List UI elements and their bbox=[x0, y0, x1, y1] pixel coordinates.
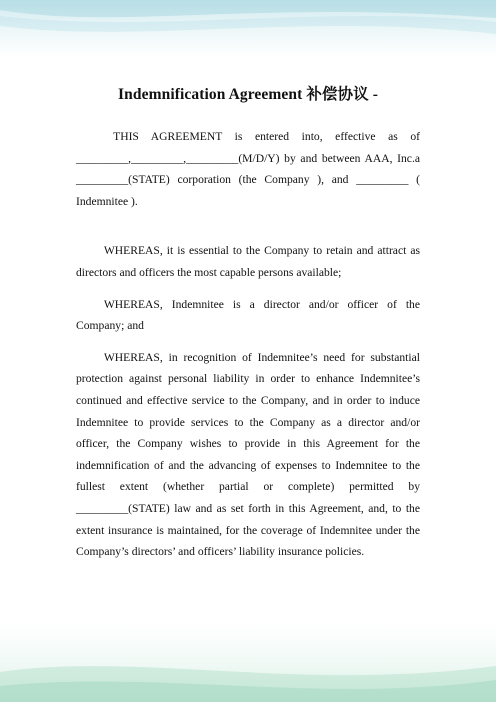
paragraph-whereas-2: WHEREAS, Indemnitee is a director and/or officer of the Company; and bbox=[76, 297, 420, 333]
top-wave-decoration bbox=[0, 0, 496, 58]
document-title: Indemnification Agreement 补偿协议 - bbox=[118, 86, 378, 103]
bottom-wave-decoration bbox=[0, 622, 496, 702]
paragraph-whereas-1: WHEREAS, it is essential to the Company to retain and attract as directors and officers the most capable persons available; bbox=[76, 244, 420, 279]
paragraph-preamble: THIS AGREEMENT is entered into, effective as of _________,_________,_________(M/D/Y) by and between AAA, Inc.a _________(STATE) corporation (the Company ), and _________ ( Indemnitee ). bbox=[76, 130, 420, 208]
document-body bbox=[76, 82, 420, 563]
paragraph-whereas-3: WHEREAS, in recognition of Indemnitee’s need for substantial protection against personal liability in order to enhance Indemnitee’s continued and effective service to the Company, and in order to induce Indemnitee to provide services to the Company as a director and/or officer, the Company wishes to provide in this Agreement for the indemnification of and the advancing of expenses to Indemnitee to the fullest extent (whether partial or complete) permitted by _________(STATE) law and as set forth in this Agreement, and, to the extent insurance is maintained, for the coverage of Indemnitee under the Company’s directors’ and officers’ liability insurance policies. bbox=[76, 350, 420, 559]
